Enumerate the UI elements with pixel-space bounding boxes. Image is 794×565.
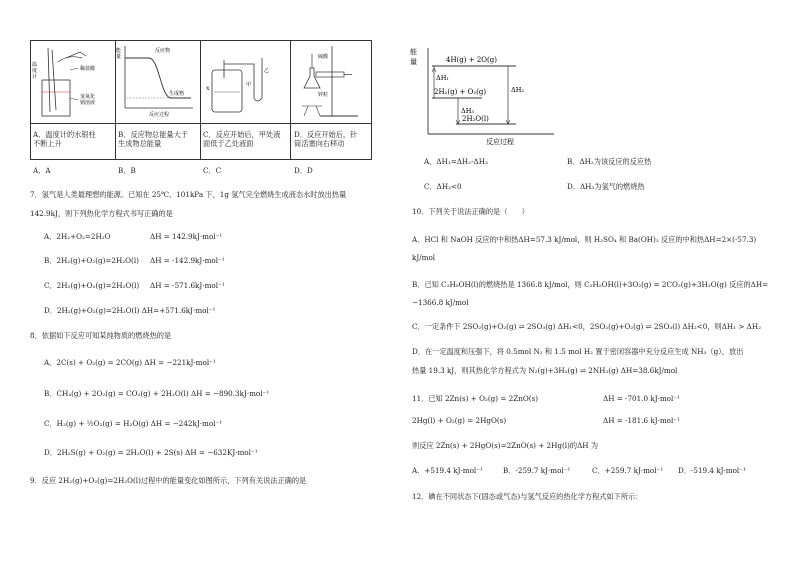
q9-dh3: ΔH₃ xyxy=(461,107,474,115)
fig-b-product: 生成物 xyxy=(169,91,185,97)
q7-option-d-eq[interactable]: D．2H₂(g)+O₂(g)=2H₂O(l) ΔH=+571.6kJ·mol⁻¹ xyxy=(44,306,216,315)
fig-c-x: X xyxy=(206,86,210,92)
fig-d-acid: 硫酸 xyxy=(318,54,329,60)
q6-answer-d[interactable]: D．D xyxy=(294,166,313,175)
fig-a-naoh: 钠溶液 xyxy=(80,100,96,106)
q6-answer-c[interactable]: C．C xyxy=(203,166,222,175)
q9-level-top: 4H(g) + 2O(g) xyxy=(446,56,497,64)
q9-energy-diagram xyxy=(408,40,558,146)
q11-eq1-dh: ΔH = -701.0 kJ·mol⁻¹ xyxy=(603,394,680,403)
q9-dh1: ΔH₁ xyxy=(436,74,449,82)
q7-stem-line1: 7．氢气是人类最理想的能源。已知在 25℃、101kPa 下，1g 氢气完全燃烧生成液态水时放出热量 xyxy=(30,190,347,199)
q9-option-b[interactable]: B．ΔH₂为该反应的反应热 xyxy=(567,157,652,166)
fig-b-y-label: 量 xyxy=(116,54,122,60)
q11-question: 则反应 2Zn(s) + 2HgO(s)=2ZnO(s) + 2Hg(l)的ΔH 为 xyxy=(412,441,599,450)
q11-eq2-dh: ΔH = -181.6 kJ·mol⁻¹ xyxy=(603,416,680,425)
q7-option-a-eq[interactable]: A．2H₂+O₂=2H₂O xyxy=(44,232,111,241)
q8-option-b[interactable]: B．CH₄(g) + 2O₂(g) = CO₂(g) + 2H₂O(l) ΔH = −890.3kJ·mol⁻¹ xyxy=(44,389,270,398)
q9-y-label: 能 xyxy=(410,48,417,56)
q8-option-d[interactable]: D．2H₂S(g) + O₂(g) = 2H₂O(l) + 2S(s) ΔH = −632KJ·mol⁻¹ xyxy=(44,448,258,457)
q11-eq1: 11．已知 2Zn(s) + O₂(g) = 2ZnO(s) xyxy=(412,394,539,403)
q6-option-b: B．反应物总能量大于 生成物总能量 xyxy=(118,130,188,148)
q7-option-b-dh: ΔH = -142.9kJ·mol⁻¹ xyxy=(150,256,225,265)
fig-c-yi: 乙 xyxy=(264,68,270,74)
q10-option-c[interactable]: C．一定条件下 2SO₂(g)+O₂(g) ⇌ 2SO₃(g) ΔH₁<0，2SO₂(g)+O₂(g) ⇌ 2SO₃(l) ΔH₂<0，则ΔH₁ > ΔH₂ xyxy=(412,322,761,331)
q6-figure-b xyxy=(115,40,200,123)
q11-option-a[interactable]: A．+519.4 kJ·mol⁻¹ xyxy=(412,466,483,475)
fig-a-label: 计 xyxy=(32,74,38,80)
q12-stem: 12．碘在不同状态下(固态或气态)与氢气反应的热化学方程式如下所示： xyxy=(412,492,643,501)
q6-row-divider xyxy=(30,123,371,124)
q6-figure-a xyxy=(30,40,115,123)
q9-dh2: ΔH₂ xyxy=(511,86,524,94)
q10-option-a[interactable]: A．HCl 和 NaOH 反应的中和热ΔH=57.3 kJ/mol，则 H₂SO₄ 和 Ba(OH)₂ 反应的中和热ΔH=2×(-57.3) xyxy=(412,235,757,244)
fig-d-zn: 锌粒 xyxy=(318,92,329,98)
q7-option-a-dh: ΔH = 142.9kJ·mol⁻¹ xyxy=(150,232,223,241)
fig-b-reactant: 反应物 xyxy=(155,48,171,54)
q7-option-c-eq[interactable]: C．2H₂(g)+O₂(g)=2H₂O(l) xyxy=(44,281,140,290)
q11-option-d[interactable]: D．-519.4 kJ·mol⁻¹ xyxy=(678,466,746,475)
fig-a-label: 度 xyxy=(32,68,38,74)
fig-b-x-label: 反应过程 xyxy=(149,112,170,118)
fig-a-acid: 稀盐酸 xyxy=(80,66,96,72)
q10-option-d-cont: 热量 19.3 kJ，则其热化学方程式为 N₂(g)+3H₂(g) ⇌ 2NH₃(g) ΔH=38.6kJ/mol xyxy=(412,366,678,375)
q10-stem: 10．下列关于说法正确的是（ ） xyxy=(412,207,529,216)
q6-option-d: D．反应开始后，针 筒活塞向右移动 xyxy=(294,130,358,148)
q9-stem: 9．反应 2H₂(g)+O₂(g)=2H₂O(l)过程中的能量变化如图所示，下列有关说法正确的是 xyxy=(30,476,307,485)
q6-option-a: A．温度计的水银柱 不断上升 xyxy=(33,130,96,148)
q9-option-c[interactable]: C．ΔH₃<0 xyxy=(424,182,462,191)
q10-option-b-cont: −1366.8 kJ/mol xyxy=(412,298,469,307)
fig-c-jia: 甲 xyxy=(246,82,252,88)
q9-level-bottom: 2H₂O(l) xyxy=(462,115,489,123)
fig-a-label: 温 xyxy=(32,62,38,68)
q9-y-label: 量 xyxy=(410,58,417,66)
q9-x-label: 反应过程 xyxy=(486,138,514,146)
q9-option-a[interactable]: A．ΔH₁=ΔH₂-ΔH₃ xyxy=(424,157,488,166)
q8-option-a[interactable]: A．2C(s) + O₂(g) = 2CO(g) ΔH = −221kJ·mol⁻¹ xyxy=(44,358,216,367)
q11-option-b[interactable]: B．-259.7 kJ·mol⁻¹ xyxy=(503,466,571,475)
q9-level-mid: 2H₂(g) + O₂(g) xyxy=(434,88,487,96)
q6-answer-a[interactable]: A．A xyxy=(33,166,51,175)
q9-option-d[interactable]: D．ΔH₃为氢气的燃烧热 xyxy=(567,182,645,191)
q10-option-d[interactable]: D．在一定温度和压强下，将 0.5mol N₂ 和 1.5 mol H₂ 置于密闭容器中充分反应生成 NH₃（g），放出 xyxy=(412,347,744,356)
q6-answer-b[interactable]: B．B xyxy=(118,166,136,175)
q11-option-c[interactable]: C．+259.7 kJ·mol⁻¹ xyxy=(592,466,664,475)
fig-b-y-label: 能 xyxy=(116,48,122,54)
q10-option-a-cont: kJ/mol xyxy=(412,253,436,262)
q7-option-b-eq[interactable]: B．2H₂(g)+O₂(g)=2H₂O(l) xyxy=(44,256,139,265)
q6-figure-d xyxy=(290,40,371,123)
q10-option-b[interactable]: B．已知 C₂H₅OH(l)的燃烧热是 1366.8 kJ/mol，则 C₂H₅OH(l)+3O₂(g) = 2CO₂(g)+3H₂O(g) 反应的ΔH= xyxy=(412,280,769,289)
q6-figure-c xyxy=(200,40,290,123)
q7-stem-line2: 142.9kJ，则下列热化学方程式书写正确的是 xyxy=(30,209,173,218)
fig-a-naoh: 氢氧化 xyxy=(80,94,96,100)
q6-option-c: C．反应开始后，甲处液 面低于乙处液面 xyxy=(203,130,281,148)
q8-stem: 8．依据如下反应可知某纯物质的燃烧热的是 xyxy=(30,331,172,340)
q7-option-c-dh: ΔH = -571.6kJ·mol⁻¹ xyxy=(150,281,225,290)
q11-eq2: 2Hg(l) + O₂(g) = 2HgO(s) xyxy=(412,416,507,425)
q8-option-c[interactable]: C．H₂(g) + ½O₂(g) = H₂O(g) ΔH = −242kJ·mol⁻¹ xyxy=(44,419,223,428)
